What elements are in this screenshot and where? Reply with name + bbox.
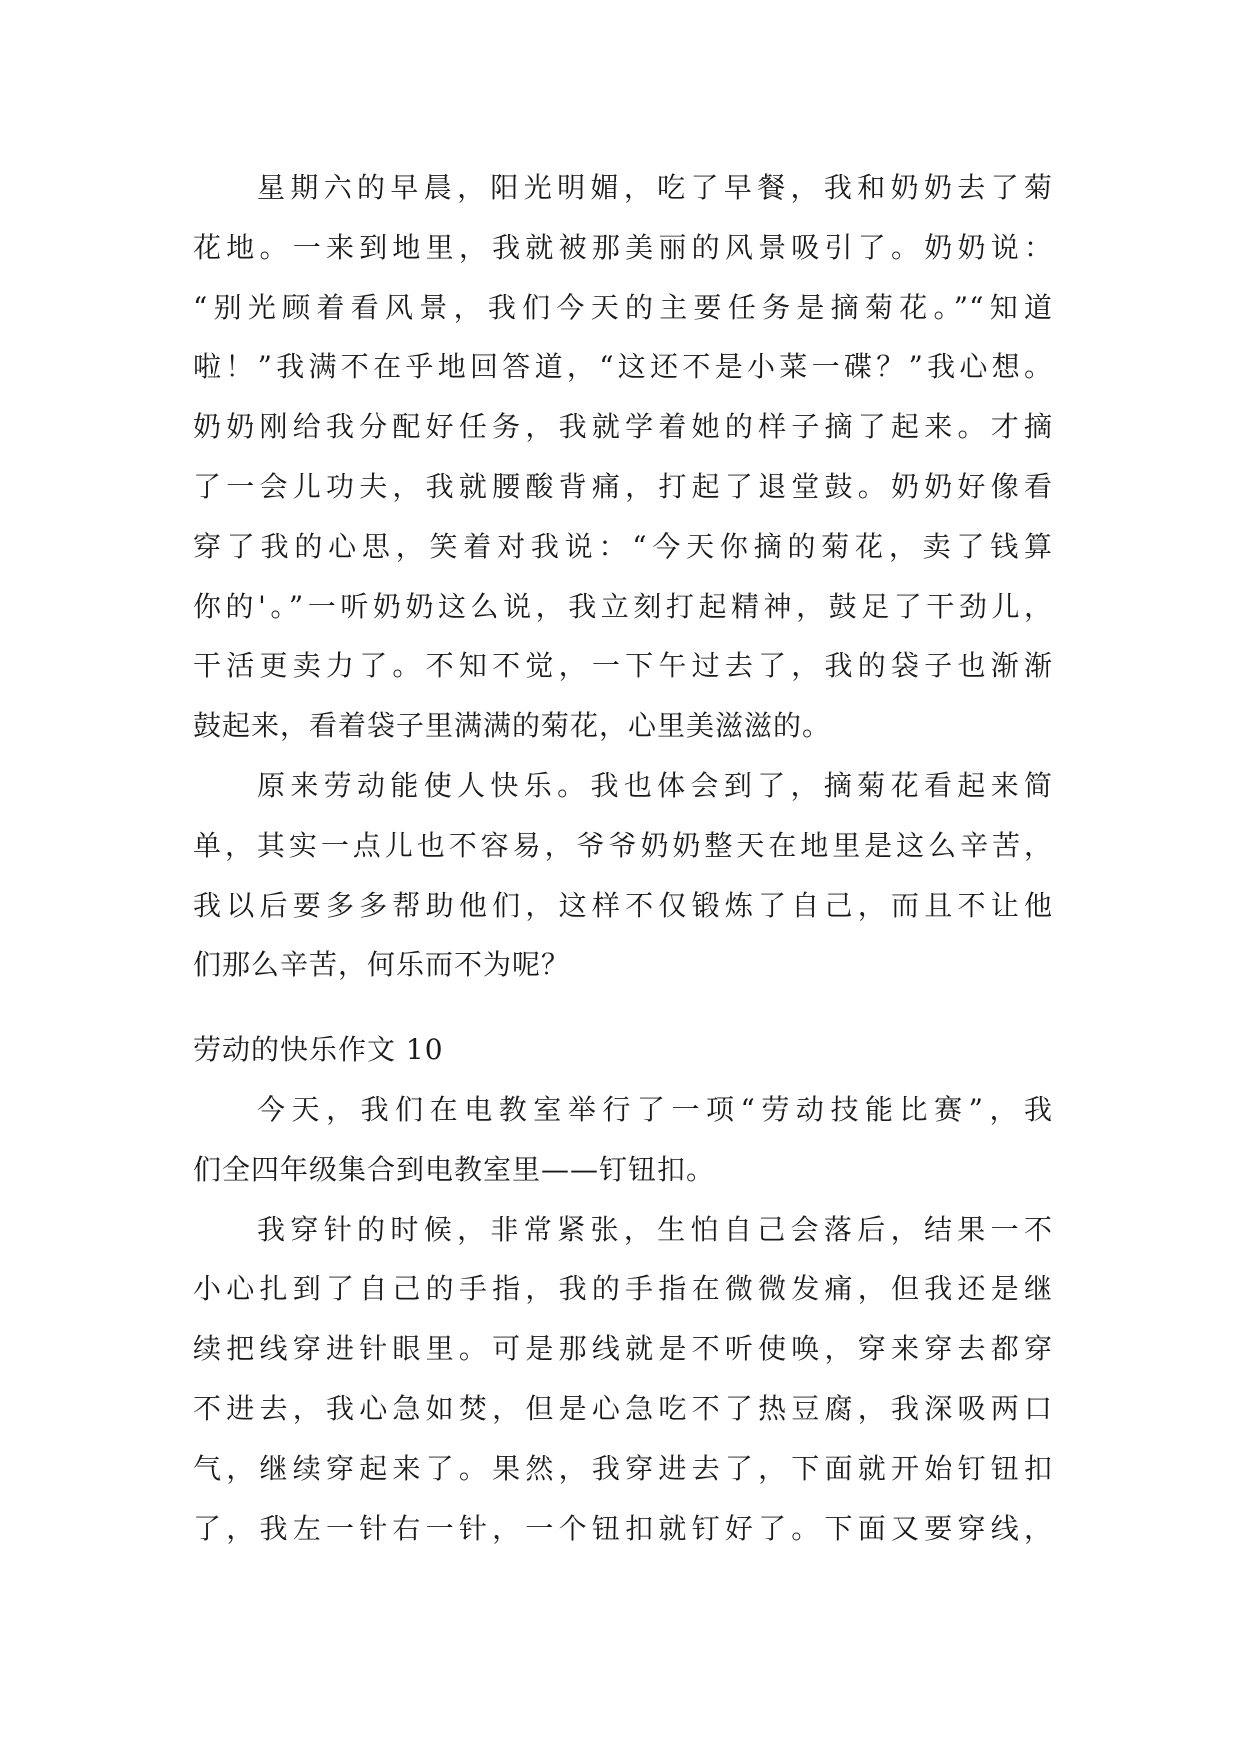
text-line: 奶奶刚给我分配好任务，我就学着她的样子摘了起来。才摘	[193, 410, 1053, 444]
text-line: 气，继续穿起来了。果然，我穿进去了，下面就开始钉钮扣	[193, 1451, 1053, 1485]
text-line: 我以后要多多帮助他们，这样不仅锻炼了自己，而且不让他	[193, 888, 1053, 922]
paragraph	[193, 1200, 1053, 1559]
text-line: 小心扎到了自己的手指，我的手指在微微发痛，但我还是继	[193, 1272, 1053, 1306]
text-line: 了一会儿功夫，我就腰酸背痛，打起了退堂鼓。奶奶好像看	[193, 469, 1053, 503]
text-line: 鼓起来，看着袋子里满满的菊花，心里美滋滋的。	[193, 709, 832, 743]
text-line: “别光顾着看风景，我们今天的主要任务是摘菊花。”“知道	[193, 290, 1053, 324]
text-line: 今天，我们在电教室举行了一项“劳动技能比赛”，我	[257, 1093, 1053, 1126]
text-line: 啦！”我满不在乎地回答道，“这还不是小菜一碟？”我心想。	[193, 350, 1053, 384]
section-2	[193, 1020, 1053, 1558]
text-line: 你的'。”一听奶奶这么说，我立刻打起精神，鼓足了干劲儿，	[193, 589, 1053, 623]
text-line: 星期六的早晨，阳光明媚，吃了早餐，我和奶奶去了菊	[257, 171, 1053, 204]
paragraph	[193, 756, 1053, 995]
text-line: 穿了我的心思，笑着对我说：“今天你摘的菊花，卖了钱算	[193, 529, 1053, 563]
section-heading: 劳动的快乐作文 10	[193, 1033, 444, 1066]
text-line: 原来劳动能使人快乐。我也体会到了，摘菊花看起来简	[257, 768, 1053, 802]
text-line: 们全四年级集合到电教室里——钉钮扣。	[193, 1152, 716, 1186]
section-1	[193, 158, 1053, 995]
text-line: 不进去，我心急如焚，但是心急吃不了热豆腐，我深吸两口	[193, 1391, 1053, 1425]
text-line: 单，其实一点儿也不容易，爷爷奶奶整天在地里是这么辛苦，	[193, 828, 1053, 862]
text-line: 们那么辛苦，何乐而不为呢？	[193, 948, 571, 982]
text-line: 干活更卖力了。不知不觉，一下午过去了，我的袋子也渐渐	[193, 649, 1053, 683]
text-line: 续把线穿进针眼里。可是那线就是不听使唤，穿来穿去都穿	[193, 1332, 1053, 1366]
text-line: 花地。一来到地里，我就被那美丽的风景吸引了。奶奶说：	[193, 230, 1053, 264]
text-line: 了，我左一针右一针，一个钮扣就钉好了。下面又要穿线，	[193, 1511, 1053, 1545]
text-line: 我穿针的时候，非常紧张，生怕自己会落后，结果一不	[257, 1212, 1053, 1246]
paragraph	[193, 158, 1053, 756]
paragraph	[193, 1080, 1053, 1200]
